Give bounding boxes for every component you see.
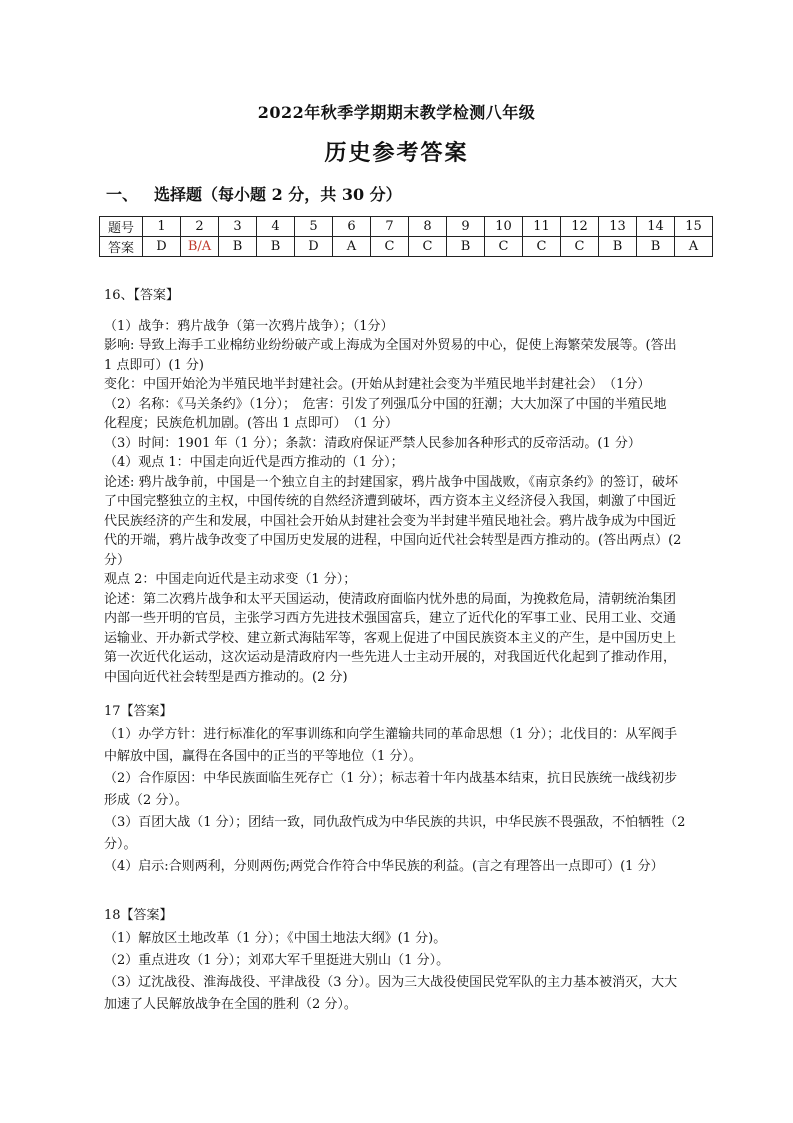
answer-line: （1）解放区土地改革（1 分）；《中国土地法大纲》(1 分)。: [104, 930, 447, 946]
answer-line: 中解放中国，赢得在各国中的正当的平等地位（1 分）。: [104, 748, 422, 764]
answer-line: 了中国完整独立的主权，中国传统的自然经济遭到破坏，西方资本主义经济侵入我国，刺激了中国近: [104, 494, 677, 509]
answer-line: 加速了人民解放战争在全国的胜利（2 分）。: [104, 996, 357, 1012]
answer-line: 1 点即可）(1 分): [104, 357, 204, 373]
section-heading: [106, 182, 402, 205]
answer-block-16: [104, 286, 694, 687]
answer-line: （2）名称：《马关条约》（1分）； 危害：引发了列强瓜分中国的狂潮；大大加深了中国的半殖民地: [104, 396, 667, 412]
answer-cell: B/A: [181, 237, 219, 257]
question-number: 9: [447, 217, 485, 237]
answer-line: 中国向近代社会转型是西方推动的。(2 分): [104, 669, 348, 685]
section-label: 选择题（每小题 2 分，共 30 分）: [154, 185, 402, 204]
table-row: [100, 217, 713, 237]
answer-cell: D: [143, 237, 181, 257]
answer-cell: C: [485, 237, 523, 257]
question-number: 12: [561, 217, 599, 237]
answer-cell: D: [295, 237, 333, 257]
answer-line: 第一次近代化运动，这次运动是清政府内一些先进人士主动开展的，对我国近代化起到了推动作用，: [104, 650, 677, 665]
answer-line: 代民族经济的产生和发展，中国社会开始从封建社会变为半封建半殖民地社会。鸦片战争成为中国近: [104, 513, 677, 529]
question-number: 1: [143, 217, 181, 237]
question-number: 10: [485, 217, 523, 237]
answer-line: 代的开端，鸦片战争改变了中国历史发展的进程，中国向近代社会转型是西方推动的。(答出两点）(2: [104, 533, 682, 548]
question-number: 15: [675, 217, 713, 237]
question-number: 7: [371, 217, 409, 237]
question-number: 2: [181, 217, 219, 237]
answer-line: （2）合作原因：中华民族面临生死存亡（1 分）；标志着十年内战基本结束，抗日民族统一战线初步: [104, 770, 678, 786]
answer-block-18: [104, 906, 694, 1016]
answer-line: 论述: 鸦片战争前，中国是一个独立自主的封建国家，鸦片战争中国战败，《南京条约》的签订，破坏: [104, 474, 679, 490]
answer-cell: B: [637, 237, 675, 257]
question-number: 4: [257, 217, 295, 237]
answer-cell: A: [333, 237, 371, 257]
table-row-header: 答案: [100, 237, 143, 257]
document-subtitle: 历史参考答案: [324, 140, 469, 166]
answer-line: （3）百团大战（1 分）；团结一致，同仇敌忾成为中华民族的共识，中华民族不畏强敌，不怕牺牲（2: [104, 814, 686, 830]
question-number: 3: [219, 217, 257, 237]
answer-cell: B: [447, 237, 485, 257]
table-row-header: 题号: [100, 217, 143, 237]
answer-cell: C: [561, 237, 599, 257]
question-number: 6: [333, 217, 371, 237]
section-number: 一、: [106, 185, 139, 204]
answer-line: （4）观点 1：中国走向近代是西方推动的（1 分）；: [104, 455, 404, 470]
answer-line: 形成（2 分）。: [104, 792, 188, 808]
question-number: 13: [599, 217, 637, 237]
answer-cell: A: [675, 237, 713, 257]
answer-line: 论述：第二次鸦片战争和太平天国运动，使清政府面临内忧外患的局面，为挽救危局，清朝统治集团: [104, 591, 677, 607]
answer-line: （1）战争：鸦片战争（第一次鸦片战争）；（1分）: [104, 318, 394, 334]
answer-line: （3）时间：1901 年（1 分）；条款：清政府保证严禁人民参加各种形式的反帝活动。(1 分）: [104, 435, 641, 451]
answer-cell: B: [257, 237, 295, 257]
question-number: 8: [409, 217, 447, 237]
table-row: [100, 237, 713, 257]
answer-line: （1）办学方针：进行标准化的军事训练和向学生灌输共同的革命思想（1 分）；北伐目的：从军阀手: [104, 726, 678, 742]
answer-line: （4）启示:合则两利，分则两伤;两党合作符合中华民族的利益。(言之有理答出一点即可）(1 分）: [104, 858, 664, 874]
answer-cell: B: [219, 237, 257, 257]
answer-line: （2）重点进攻（1 分）；刘邓大军千里挺进大别山（1 分）。: [104, 952, 450, 968]
document-title: 2022年秋季学期期末教学检测八年级: [257, 103, 536, 122]
answer-table: [99, 216, 713, 257]
answer-block-17: [104, 702, 694, 878]
answer-cell: C: [523, 237, 561, 257]
answer-line: 观点 2：中国走向近代是主动求变（1 分）；: [104, 572, 357, 587]
answer-line: 内部一些开明的官员，主张学习西方先进技术强国富兵，建立了近代化的军事工业、民用工业、交通: [104, 611, 677, 626]
answer-cell: B: [599, 237, 637, 257]
answer-line: 变化：中国开始沦为半殖民地半封建社会。(开始从封建社会变为半殖民地半封建社会） （1分）: [104, 377, 651, 392]
answer-line: （3）辽沈战役、淮海战役、平津战役（3 分）。因为三大战役使国民党军队的主力基本被消灭，大大: [104, 974, 678, 990]
question-number: 11: [523, 217, 561, 237]
answer-line: 分）。: [104, 836, 137, 852]
answer-heading: 18【答案】: [104, 908, 173, 923]
answer-cell: C: [371, 237, 409, 257]
answer-line: 影响: 导致上海手工业棉纺业纷纷破产或上海成为全国对外贸易的中心，促使上海繁荣发展等。(答出: [104, 338, 677, 353]
answer-cell: C: [409, 237, 447, 257]
question-number: 5: [295, 217, 333, 237]
answer-line: 化程度；民族危机加剧。(答出 1 点即可） （1 分）: [104, 416, 399, 431]
answer-line: 运输业、开办新式学校、建立新式海陆军等，客观上促进了中国民族资本主义的产生，是中国历史上: [104, 630, 677, 646]
answer-heading: 16、【答案】: [104, 288, 180, 303]
answer-line: 分）: [104, 552, 131, 568]
question-number: 14: [637, 217, 675, 237]
answer-heading: 17【答案】: [104, 704, 173, 719]
